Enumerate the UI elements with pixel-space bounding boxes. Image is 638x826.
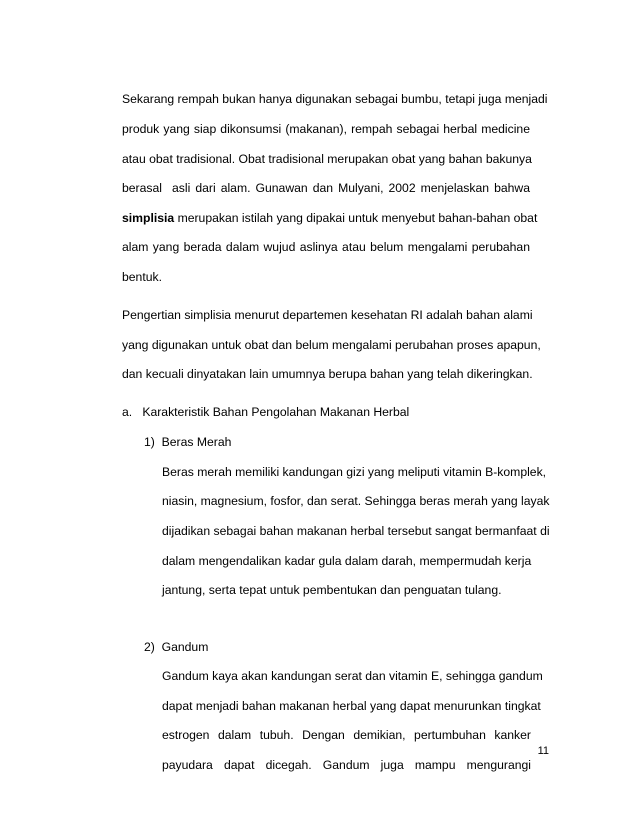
item-2-line-3: estrogen dalam tubuh. Dengan demikian, pertumbuhan kanker xyxy=(162,728,531,742)
paragraph-1-line-3: atau obat tradisional. Obat tradisional merupakan obat yang bahan bakunya xyxy=(122,152,532,166)
page-number: 11 xyxy=(537,745,549,757)
section-a-heading: a. Karakteristik Bahan Pengolahan Makanan Herbal xyxy=(122,405,410,419)
item-2-line-1: Gandum kaya akan kandungan serat dan vitamin E, sehingga gandum xyxy=(162,669,543,683)
item-1-heading: 1) Beras Merah xyxy=(144,435,232,449)
paragraph-2-line-2: yang digunakan untuk obat dan belum mengalami perubahan proses apapun, xyxy=(122,338,541,352)
item-1-line-3: dijadikan sebagai bahan makanan herbal tersebut sangat bermanfaat di xyxy=(162,524,550,538)
paragraph-1-line-2: produk yang siap dikonsumsi (makanan), rempah sebagai herbal medicine xyxy=(122,122,530,136)
item-2-line-4: payudara dapat dicegah. Gandum juga mampu mengurangi xyxy=(162,758,531,772)
item-2-heading: 2) Gandum xyxy=(144,640,209,654)
item-1-line-2: niasin, magnesium, fosfor, dan serat. Sehingga beras merah yang layak xyxy=(162,494,550,508)
paragraph-1-line-5 xyxy=(122,211,538,226)
item-1-line-1: Beras merah memiliki kandungan gizi yang meliputi vitamin B-komplek, xyxy=(162,465,547,479)
item-1-line-4: dalam mengendalikan kadar gula dalam darah, mempermudah kerja xyxy=(162,554,532,568)
paragraph-2-line-1: Pengertian simplisia menurut departemen kesehatan RI adalah bahan alami xyxy=(122,308,533,322)
paragraph-1-line-1: Sekarang rempah bukan hanya digunakan sebagai bumbu, tetapi juga menjadi xyxy=(122,92,548,106)
item-2-line-2: dapat menjadi bahan makanan herbal yang dapat menurunkan tingkat xyxy=(162,699,541,713)
paragraph-1-line-6: alam yang berada dalam wujud aslinya atau belum mengalami perubahan xyxy=(122,240,530,254)
item-1-line-5: jantung, serta tepat untuk pembentukan dan penguatan tulang. xyxy=(162,583,502,597)
term-simplisia: simplisia xyxy=(122,211,175,225)
paragraph-1-line-5-rest: merupakan istilah yang dipakai untuk menyebut bahan-bahan obat xyxy=(177,211,538,225)
paragraph-2-line-3: dan kecuali dinyatakan lain umumnya berupa bahan yang telah dikeringkan. xyxy=(122,367,533,381)
paragraph-1-line-4: berasal asli dari alam. Gunawan dan Mulyani, 2002 menjelaskan bahwa xyxy=(122,181,530,195)
paragraph-1-line-7: bentuk. xyxy=(122,270,162,284)
